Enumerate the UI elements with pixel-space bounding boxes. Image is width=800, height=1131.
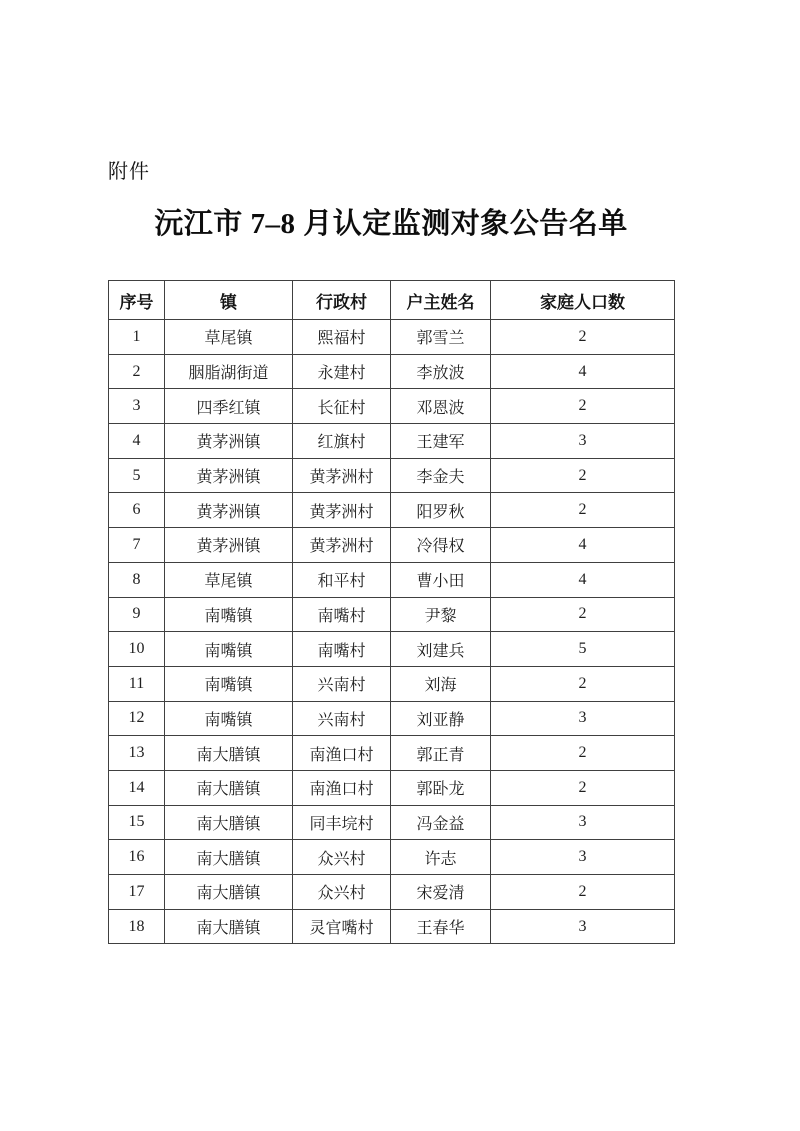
table-cell: 4 — [491, 562, 675, 597]
table-row — [109, 562, 675, 597]
table-cell: 王春华 — [391, 909, 491, 944]
table-cell: 南嘴镇 — [165, 597, 293, 632]
table-header-row — [109, 281, 675, 320]
table-cell: 四季红镇 — [165, 389, 293, 424]
table-cell: 3 — [109, 389, 165, 424]
table-cell: 2 — [491, 770, 675, 805]
header-cell-count: 家庭人口数 — [491, 281, 675, 320]
table-cell: 12 — [109, 701, 165, 736]
table-cell: 黄茅洲镇 — [165, 458, 293, 493]
table-cell: 13 — [109, 736, 165, 771]
table-row — [109, 805, 675, 840]
table-cell: 南嘴镇 — [165, 666, 293, 701]
table-cell: 3 — [491, 909, 675, 944]
table-cell: 宋爱清 — [391, 875, 491, 910]
table-cell: 黄茅洲村 — [293, 493, 391, 528]
attachment-label: 附件 — [108, 161, 150, 183]
table-row — [109, 840, 675, 875]
table-cell: 黄茅洲镇 — [165, 493, 293, 528]
table-cell: 南大膳镇 — [165, 909, 293, 944]
table-row — [109, 320, 675, 355]
table-row — [109, 424, 675, 459]
table-cell: 草尾镇 — [165, 320, 293, 355]
table-cell: 同丰垸村 — [293, 805, 391, 840]
table-cell: 5 — [491, 632, 675, 667]
table-cell: 2 — [491, 736, 675, 771]
table-row — [109, 528, 675, 563]
table-cell: 和平村 — [293, 562, 391, 597]
table-row — [109, 666, 675, 701]
table-body — [109, 320, 675, 944]
table-cell: 5 — [109, 458, 165, 493]
table-cell: 6 — [109, 493, 165, 528]
table-row — [109, 458, 675, 493]
table-cell: 兴南村 — [293, 701, 391, 736]
table-cell: 众兴村 — [293, 875, 391, 910]
table-cell: 刘海 — [391, 666, 491, 701]
table-cell: 3 — [491, 805, 675, 840]
table-cell: 阳罗秋 — [391, 493, 491, 528]
table-cell: 冯金益 — [391, 805, 491, 840]
table-cell: 胭脂湖街道 — [165, 354, 293, 389]
table-cell: 许志 — [391, 840, 491, 875]
table-cell: 18 — [109, 909, 165, 944]
table-cell: 曹小田 — [391, 562, 491, 597]
table-cell: 刘亚静 — [391, 701, 491, 736]
table-cell: 兴南村 — [293, 666, 391, 701]
table-cell: 2 — [491, 875, 675, 910]
table-cell: 邓恩波 — [391, 389, 491, 424]
table-cell: 8 — [109, 562, 165, 597]
table-cell: 3 — [491, 840, 675, 875]
table-cell: 9 — [109, 597, 165, 632]
monitoring-roster-table — [108, 280, 675, 944]
table-cell: 2 — [491, 389, 675, 424]
table-row — [109, 597, 675, 632]
table-cell: 7 — [109, 528, 165, 563]
table-row — [109, 875, 675, 910]
table-row — [109, 354, 675, 389]
table-cell: 2 — [491, 458, 675, 493]
table-cell: 15 — [109, 805, 165, 840]
table-cell: 草尾镇 — [165, 562, 293, 597]
table-cell: 3 — [491, 701, 675, 736]
table-cell: 2 — [109, 354, 165, 389]
table-cell: 尹黎 — [391, 597, 491, 632]
header-cell-village: 行政村 — [293, 281, 391, 320]
table-row — [109, 493, 675, 528]
table-cell: 11 — [109, 666, 165, 701]
table-cell: 长征村 — [293, 389, 391, 424]
table-cell: 黄茅洲镇 — [165, 424, 293, 459]
table-cell: 众兴村 — [293, 840, 391, 875]
table-cell: 南渔口村 — [293, 736, 391, 771]
table-cell: 2 — [491, 320, 675, 355]
table-cell: 南嘴村 — [293, 597, 391, 632]
table-cell: 灵官嘴村 — [293, 909, 391, 944]
table-cell: 南大膳镇 — [165, 875, 293, 910]
table-row — [109, 701, 675, 736]
table-cell: 南大膳镇 — [165, 770, 293, 805]
table-row — [109, 389, 675, 424]
table-cell: 南嘴村 — [293, 632, 391, 667]
table-cell: 1 — [109, 320, 165, 355]
table-cell: 16 — [109, 840, 165, 875]
table-cell: 李放波 — [391, 354, 491, 389]
table-cell: 黄茅洲村 — [293, 458, 391, 493]
table-row — [109, 909, 675, 944]
table-cell: 李金夫 — [391, 458, 491, 493]
table-cell: 2 — [491, 666, 675, 701]
table-row — [109, 736, 675, 771]
table-cell: 南嘴镇 — [165, 701, 293, 736]
header-cell-town: 镇 — [165, 281, 293, 320]
page-title: 沅江市 7–8 月认定监测对象公告名单 — [154, 208, 628, 240]
table-cell: 14 — [109, 770, 165, 805]
table-cell: 黄茅洲村 — [293, 528, 391, 563]
table-cell: 南渔口村 — [293, 770, 391, 805]
table-cell: 2 — [491, 597, 675, 632]
table-cell: 郭正青 — [391, 736, 491, 771]
table-row — [109, 632, 675, 667]
table-cell: 黄茅洲镇 — [165, 528, 293, 563]
table-cell: 南嘴镇 — [165, 632, 293, 667]
table-cell: 4 — [491, 528, 675, 563]
table-cell: 刘建兵 — [391, 632, 491, 667]
table-cell: 南大膳镇 — [165, 840, 293, 875]
table-cell: 4 — [109, 424, 165, 459]
header-cell-index: 序号 — [109, 281, 165, 320]
table-cell: 17 — [109, 875, 165, 910]
table-cell: 南大膳镇 — [165, 736, 293, 771]
table-cell: 2 — [491, 493, 675, 528]
table-cell: 4 — [491, 354, 675, 389]
table-cell: 郭雪兰 — [391, 320, 491, 355]
table-cell: 红旗村 — [293, 424, 391, 459]
table-cell: 熙福村 — [293, 320, 391, 355]
table-cell: 冷得权 — [391, 528, 491, 563]
table-cell: 永建村 — [293, 354, 391, 389]
table-cell: 10 — [109, 632, 165, 667]
header-cell-name: 户主姓名 — [391, 281, 491, 320]
table-cell: 3 — [491, 424, 675, 459]
table-row — [109, 770, 675, 805]
table-cell: 南大膳镇 — [165, 805, 293, 840]
table-cell: 郭卧龙 — [391, 770, 491, 805]
table-cell: 王建军 — [391, 424, 491, 459]
